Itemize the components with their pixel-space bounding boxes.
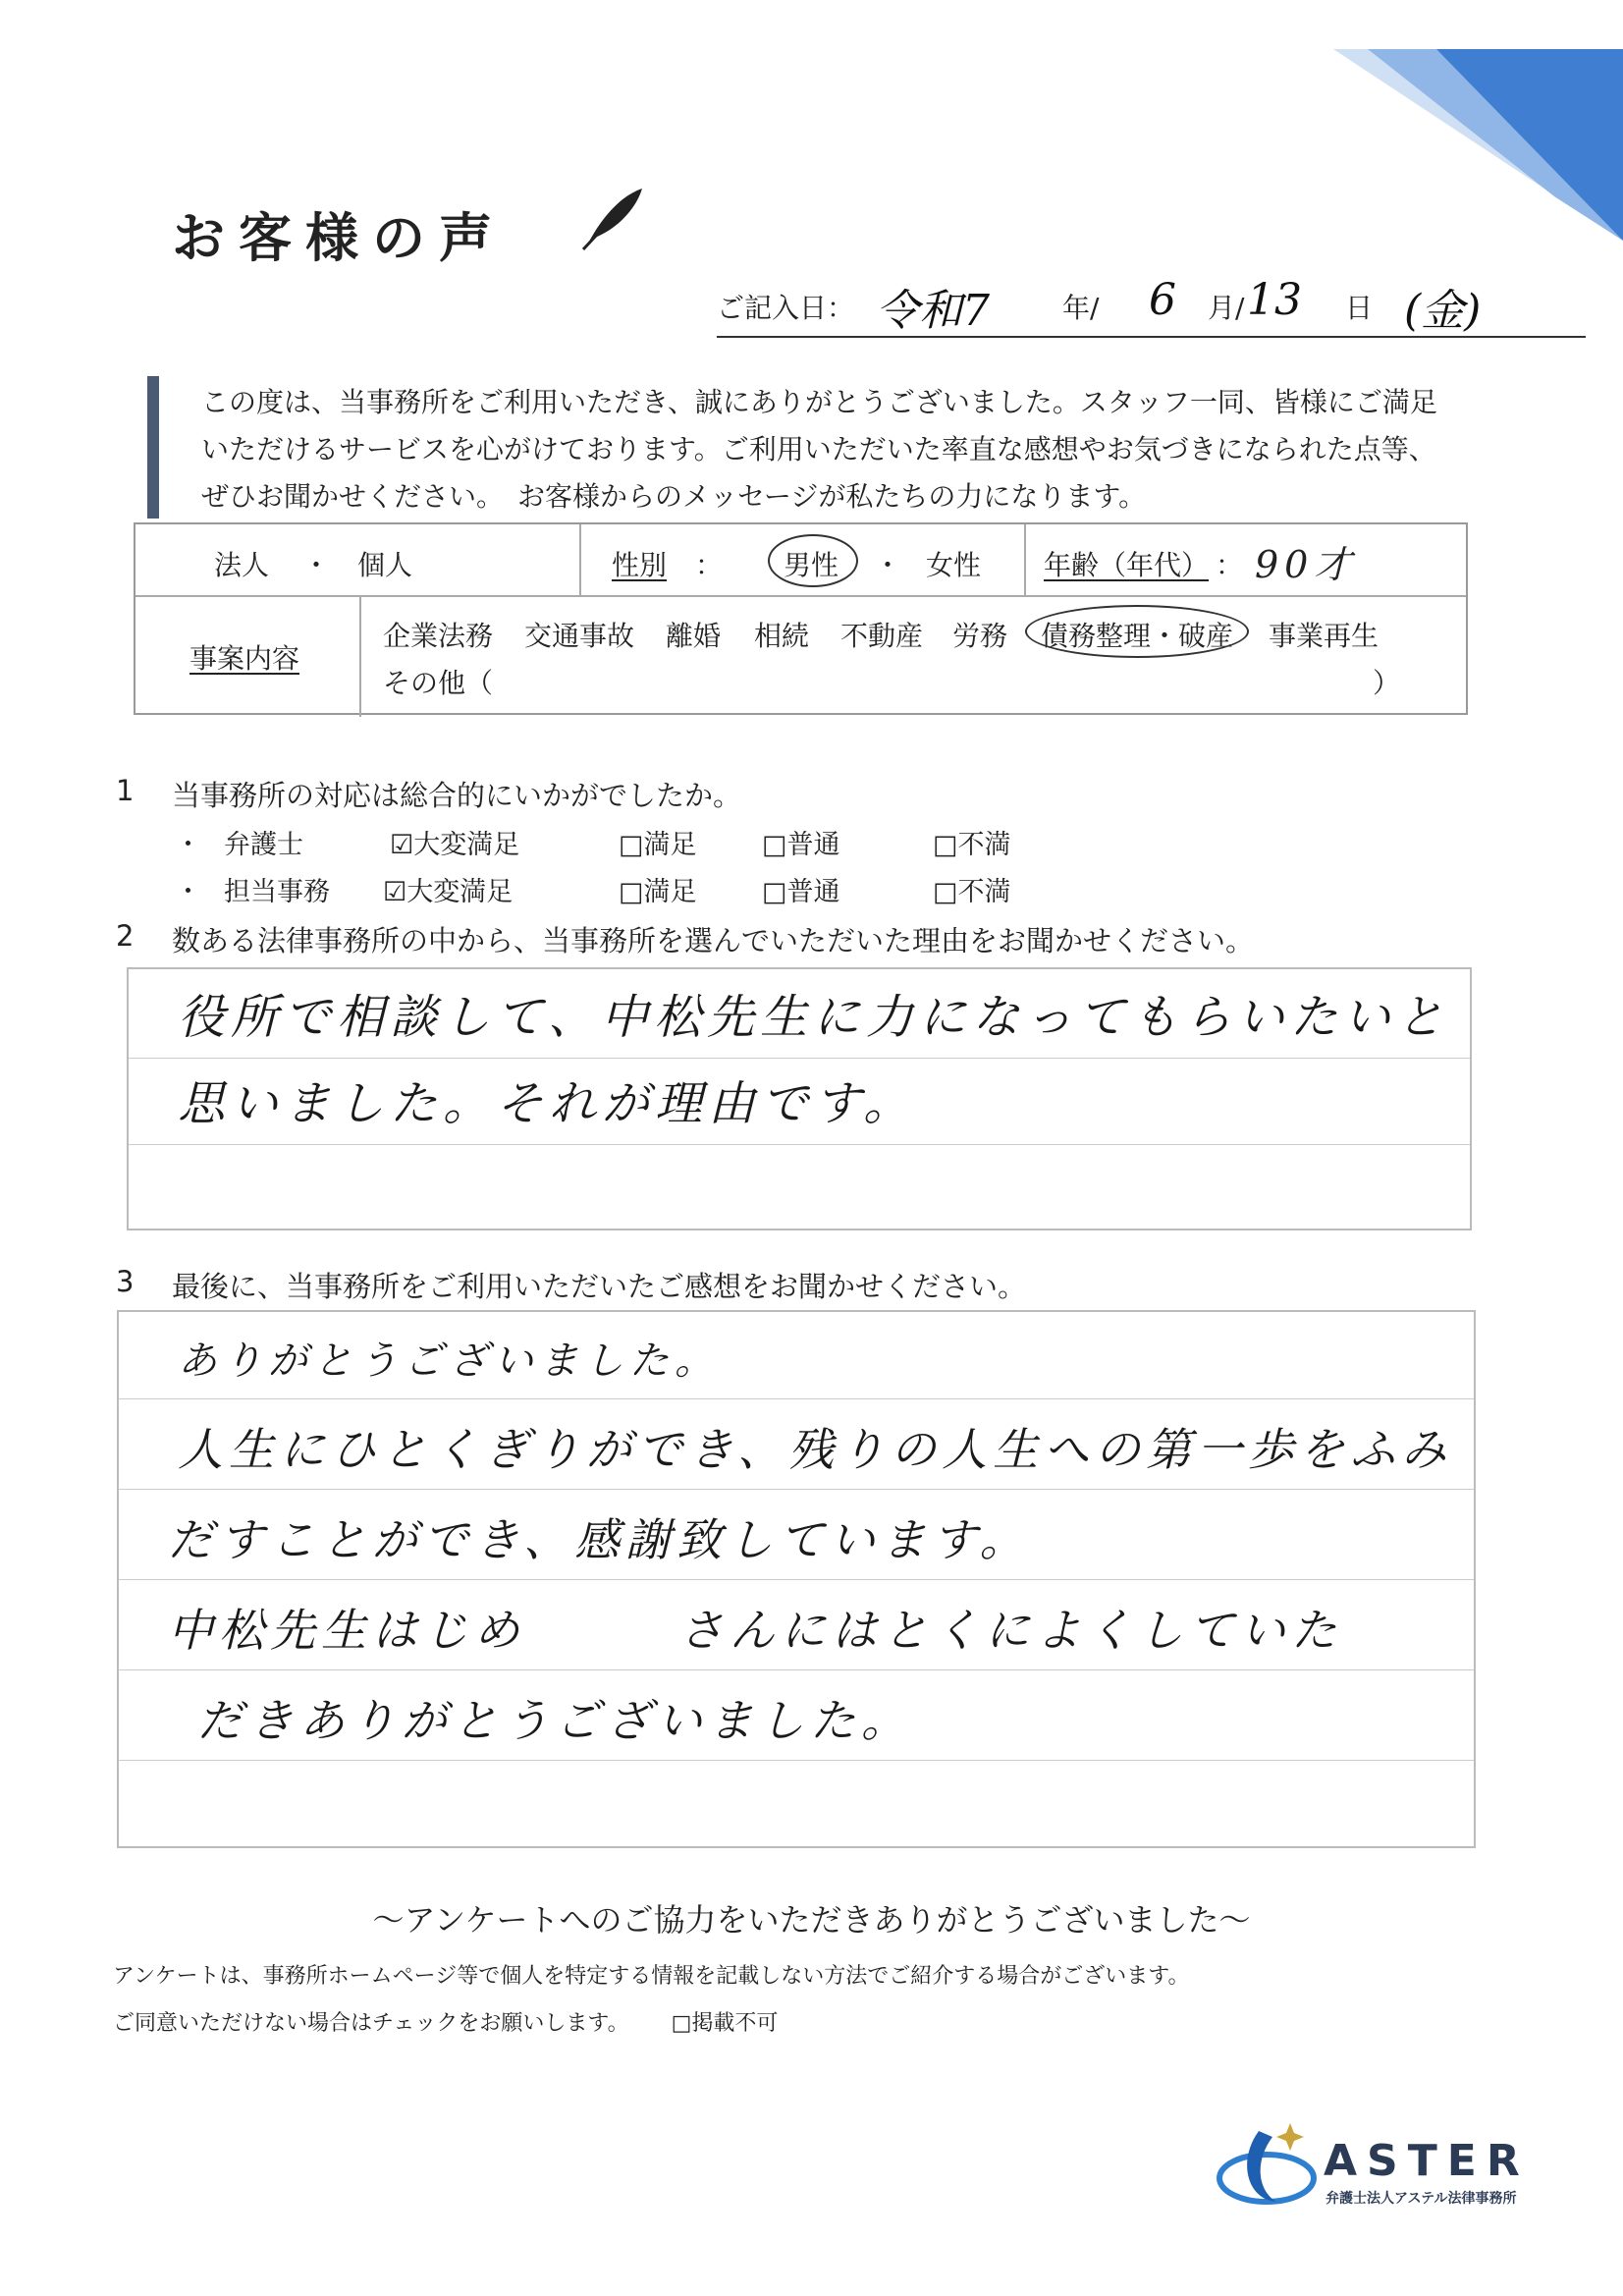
case-other-close: ）	[1373, 667, 1401, 699]
q1-option: □普通	[762, 830, 840, 860]
date-day: 13	[1247, 275, 1302, 325]
q1-number: 1	[116, 774, 135, 807]
separator-dot: ・	[302, 549, 331, 581]
q2-title: 数ある法律事務所の中から、当事務所を選んでいただいた理由をお聞かせください。	[172, 924, 1255, 957]
intro-accent-bar	[147, 376, 159, 519]
q1-option: □不満	[933, 877, 1011, 907]
date-label: ご記入日：	[717, 292, 855, 324]
date-weekday: (金)	[1404, 286, 1482, 336]
case-item: 相続	[754, 620, 810, 652]
q3-answer-line: 中松先生はじめ さんにはとくによくしていた	[168, 1604, 1342, 1657]
age-value: 90才	[1255, 543, 1358, 586]
case-item-selected: 債務整理・破産	[1041, 620, 1234, 652]
consent-note-text: ご同意いただけない場合はチェックをお願いします。	[113, 2011, 629, 2036]
q1-row-label: 弁護士	[224, 830, 303, 860]
q2-answer-box	[127, 967, 1472, 1230]
corner-decoration	[1309, 0, 1623, 255]
q3-number: 3	[116, 1265, 135, 1298]
thanks-message: ～アンケートへのご協力をいただきありがとうございました～	[372, 1901, 1251, 1939]
q3-answer-line: だすことができ、感謝致しています。	[168, 1513, 1031, 1566]
intro-line: この度は、当事務所をご利用いただき、誠にありがとうございました。スタッフ一同、皆様にご満足	[201, 386, 1437, 418]
date-day-suffix: 日	[1345, 292, 1374, 324]
q1-row-bullet: ・	[175, 877, 201, 907]
gender-label: 性別	[612, 549, 668, 581]
q1-option: □満足	[619, 877, 697, 907]
case-other-label: その他（	[383, 667, 494, 699]
gender-female: 女性	[926, 549, 982, 581]
intro-line: いただけるサービスを心がけております。ご利用いただいた率直な感想やお気づきになられた点等、	[201, 433, 1436, 465]
intro-line: ぜひお聞かせください。 お客様からのメッセージが私たちの力になります。	[201, 480, 1147, 513]
individual-option: 個人	[357, 549, 413, 581]
consent-note	[113, 2006, 778, 2037]
male-circle-mark	[768, 534, 858, 587]
q1-option: □不満	[933, 830, 1011, 860]
q3-answer-line: ありがとうございました。	[178, 1339, 720, 1384]
date-row	[717, 277, 1586, 338]
q1-option-checked: ☑大変満足	[390, 830, 520, 860]
case-item: 離婚	[666, 620, 722, 652]
q3-title: 最後に、当事務所をご利用いただいたご感想をお聞かせください。	[172, 1270, 1027, 1303]
date-era: 令和7	[876, 286, 990, 336]
case-label: 事案内容	[189, 642, 300, 675]
logo-name: ASTER	[1324, 2136, 1530, 2186]
corp-option: 法人	[214, 549, 270, 581]
q1-option-checked: ☑大変満足	[383, 877, 514, 907]
q1-title: 当事務所の対応は総合的にいかがでしたか。	[172, 779, 742, 812]
age-colon: ：	[1216, 549, 1244, 581]
q3-answer-line: 人生にひとくぎりができ、残りの人生への第一歩をふみ	[178, 1423, 1453, 1476]
q1-row-bullet: ・	[175, 830, 201, 860]
date-month-suffix: 月/	[1208, 292, 1245, 324]
date-month: 6	[1149, 275, 1176, 325]
case-item: 労務	[952, 620, 1008, 652]
q2-number: 2	[116, 919, 135, 953]
q2-answer-line: 思いました。それが理由です。	[178, 1076, 917, 1131]
case-item: 交通事故	[524, 620, 635, 652]
gender-male: 男性	[784, 549, 839, 581]
q2-answer-line: 役所で相談して、中松先生に力になってもらいたいと	[178, 990, 1450, 1045]
separator-dot: ・	[874, 549, 902, 581]
q3-answer-line: だきありがとうございました。	[197, 1694, 912, 1747]
case-item: 不動産	[840, 620, 924, 652]
feather-icon	[579, 183, 648, 251]
publish-note: アンケートは、事務所ホームページ等で個人を特定する情報を記載しない方法でご紹介する場合がございます。	[113, 1964, 1190, 1989]
age-label: 年齢（年代）	[1044, 549, 1210, 581]
q1-option: □普通	[762, 877, 840, 907]
date-year-suffix: 年/	[1062, 292, 1100, 324]
no-publish-checkbox[interactable]: □掲載不可	[671, 2011, 779, 2036]
debt-circle-mark	[1025, 605, 1249, 658]
q3-answer-box	[117, 1310, 1476, 1848]
q1-row-label: 担当事務	[224, 877, 330, 907]
gender-colon: ：	[695, 549, 724, 581]
intro-text	[201, 379, 1527, 520]
page-title: お客様の声	[172, 207, 506, 269]
logo-subtitle: 弁護士法人アステル法律事務所	[1325, 2191, 1517, 2207]
case-item: 事業再生	[1269, 620, 1380, 652]
info-table	[134, 522, 1468, 715]
q1-option: □満足	[619, 830, 697, 860]
case-item: 企業法務	[383, 620, 494, 652]
